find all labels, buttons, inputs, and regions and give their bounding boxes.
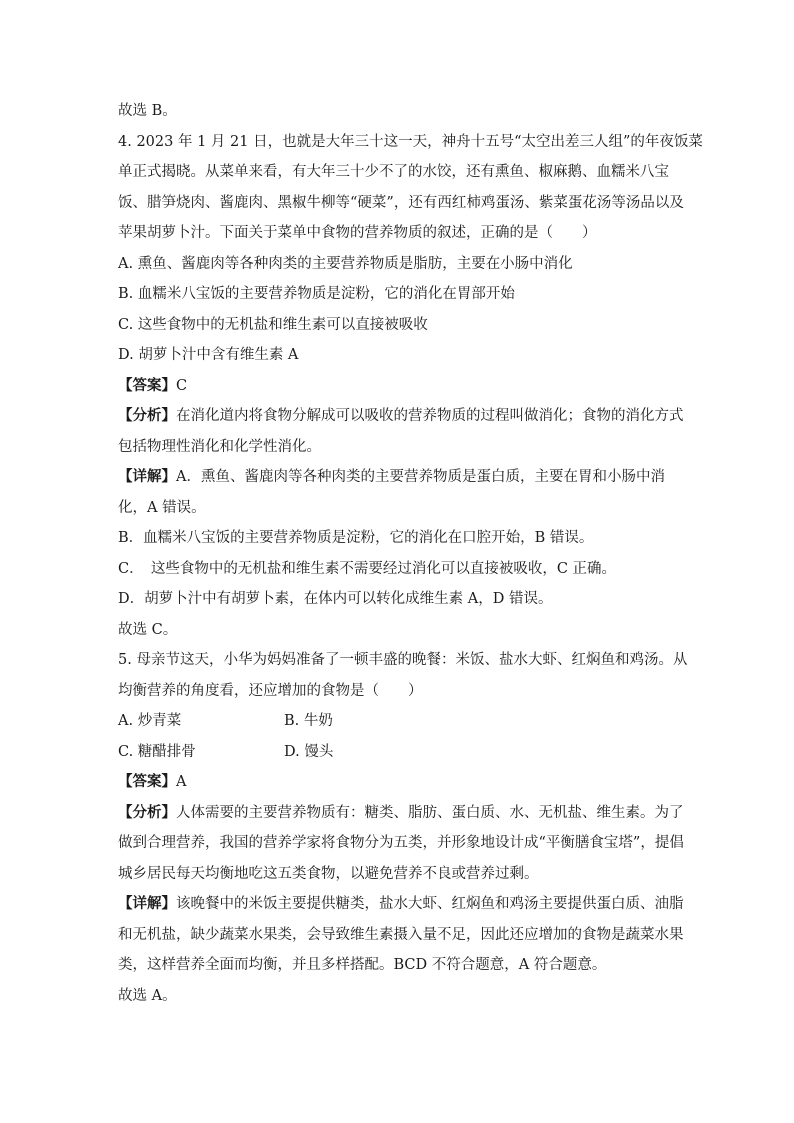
answer-value: A — [176, 774, 187, 790]
q3-conclusion: 故选 B。 — [118, 103, 177, 119]
q4-option-b: B. 血糯米八宝饭的主要营养物质是淀粉，它的消化在胃部开始 — [118, 286, 515, 302]
q5-detail-line: 和无机盐，缺少蔬菜水果类，会导致维生素摄入量不足，因此还应增加的食物是蔬菜水果 — [118, 926, 684, 943]
q5-option-d: D. 馒头 — [284, 743, 334, 760]
q4-answer — [118, 371, 678, 402]
q5-analysis — [118, 798, 684, 829]
question-5 — [118, 645, 688, 1011]
q4-stem-line: 苹果胡萝卜汁。下面关于菜单中食物的营养物质的叙述，正确的是（ ） — [118, 225, 597, 241]
q4-detail — [118, 462, 678, 493]
analysis-text: 在消化道内将食物分解成可以吸收的营养物质的过程叫做消化；食物的消化方式 — [176, 408, 684, 424]
analysis-text: 人体需要的主要营养物质有：糖类、脂肪、蛋白质、水、无机盐、维生素。为了 — [176, 804, 684, 821]
q5-detail — [118, 889, 684, 920]
q4-analysis — [118, 401, 684, 432]
q4-stem-line: 饭、腊笋烧肉、酱鹿肉、黑椒牛柳等“硬菜”，还有西红柿鸡蛋汤、紫菜蛋花汤等汤品以及 — [118, 194, 684, 211]
analysis-tag: 【分析】 — [118, 407, 176, 424]
q5-answer — [118, 767, 678, 798]
document-page — [118, 96, 703, 1011]
q4-stem-line: 单正式揭晓。从菜单来看，有大年三十少不了的水饺，还有熏鱼、椒麻鹅、血糯米八宝 — [118, 164, 669, 180]
q5-option-b: B. 牛奶 — [284, 713, 333, 729]
analysis-tag: 【分析】 — [118, 803, 176, 821]
q5-conclusion: 故选 A。 — [118, 987, 177, 1004]
q4-detail-line: 化，A 错误。 — [118, 499, 206, 516]
q4-detail-line: D．胡萝卜汁中有胡萝卜素，在体内可以转化成维生素 A，D 错误。 — [118, 591, 553, 607]
q5-options-row — [118, 706, 678, 737]
q4-detail-line: C． 这些食物中的无机盐和维生素不需要经过消化可以直接被吸收，C 正确。 — [118, 560, 617, 577]
q5-detail-line: 类，这样营养全面而均衡，并且多样搭配。BCD 不符合题意，A 符合题意。 — [118, 957, 607, 973]
q5-options-row — [118, 737, 678, 768]
q4-option-c: C. 这些食物中的无机盐和维生素可以直接被吸收 — [118, 316, 428, 333]
question-4 — [118, 127, 703, 646]
answer-tag: 【答案】 — [118, 376, 176, 394]
q5-option-a: A. 炒青菜 — [118, 713, 182, 729]
detail-tag: 【详解】 — [118, 468, 176, 485]
q4-option-a: A. 熏鱼、酱鹿肉等各种肉类的主要营养物质是脂肪，主要在小肠中消化 — [118, 255, 573, 272]
detail-text: 该晚餐中的米饭主要提供糖类，盐水大虾、红焖鱼和鸡汤主要提供蛋白质、油脂 — [176, 896, 684, 912]
q4-analysis-line: 包括物理性消化和化学性消化。 — [118, 438, 321, 455]
q5-stem-line: 均衡营养的角度看，还应增加的食物是（ ） — [118, 682, 423, 699]
q5-analysis-line: 城乡居民每天均衡地吃这五类食物，以避免营养不良或营养过剩。 — [118, 865, 539, 882]
answer-value: C — [176, 377, 188, 394]
detail-text: A．熏鱼、酱鹿肉等各种肉类的主要营养物质是蛋白质，主要在胃和小肠中消 — [176, 469, 665, 485]
q5-analysis-line: 做到合理营养，我国的营养学家将食物分为五类，并形象地设计成“平衡膳食宝塔”，提倡 — [118, 835, 684, 851]
detail-tag: 【详解】 — [118, 895, 176, 912]
q4-conclusion: 故选 C。 — [118, 621, 178, 638]
q5-option-c: C. 糖醋排骨 — [118, 743, 196, 760]
q4-option-d: D. 胡萝卜汁中含有维生素 A — [118, 347, 299, 363]
answer-tag: 【答案】 — [118, 773, 176, 790]
q4-detail-line: B．血糯米八宝饭的主要营养物质是淀粉，它的消化在口腔开始，B 错误。 — [118, 530, 594, 546]
q5-stem-line: 5. 母亲节这天，小华为妈妈准备了一顿丰盛的晚餐：米饭、盐水大虾、红焖鱼和鸡汤。从 — [118, 652, 688, 668]
q4-stem-line: 4. 2023 年 1 月 21 日，也就是大年三十这一天，神舟十五号“太空出差三人组”的年夜饭菜 — [118, 133, 703, 150]
